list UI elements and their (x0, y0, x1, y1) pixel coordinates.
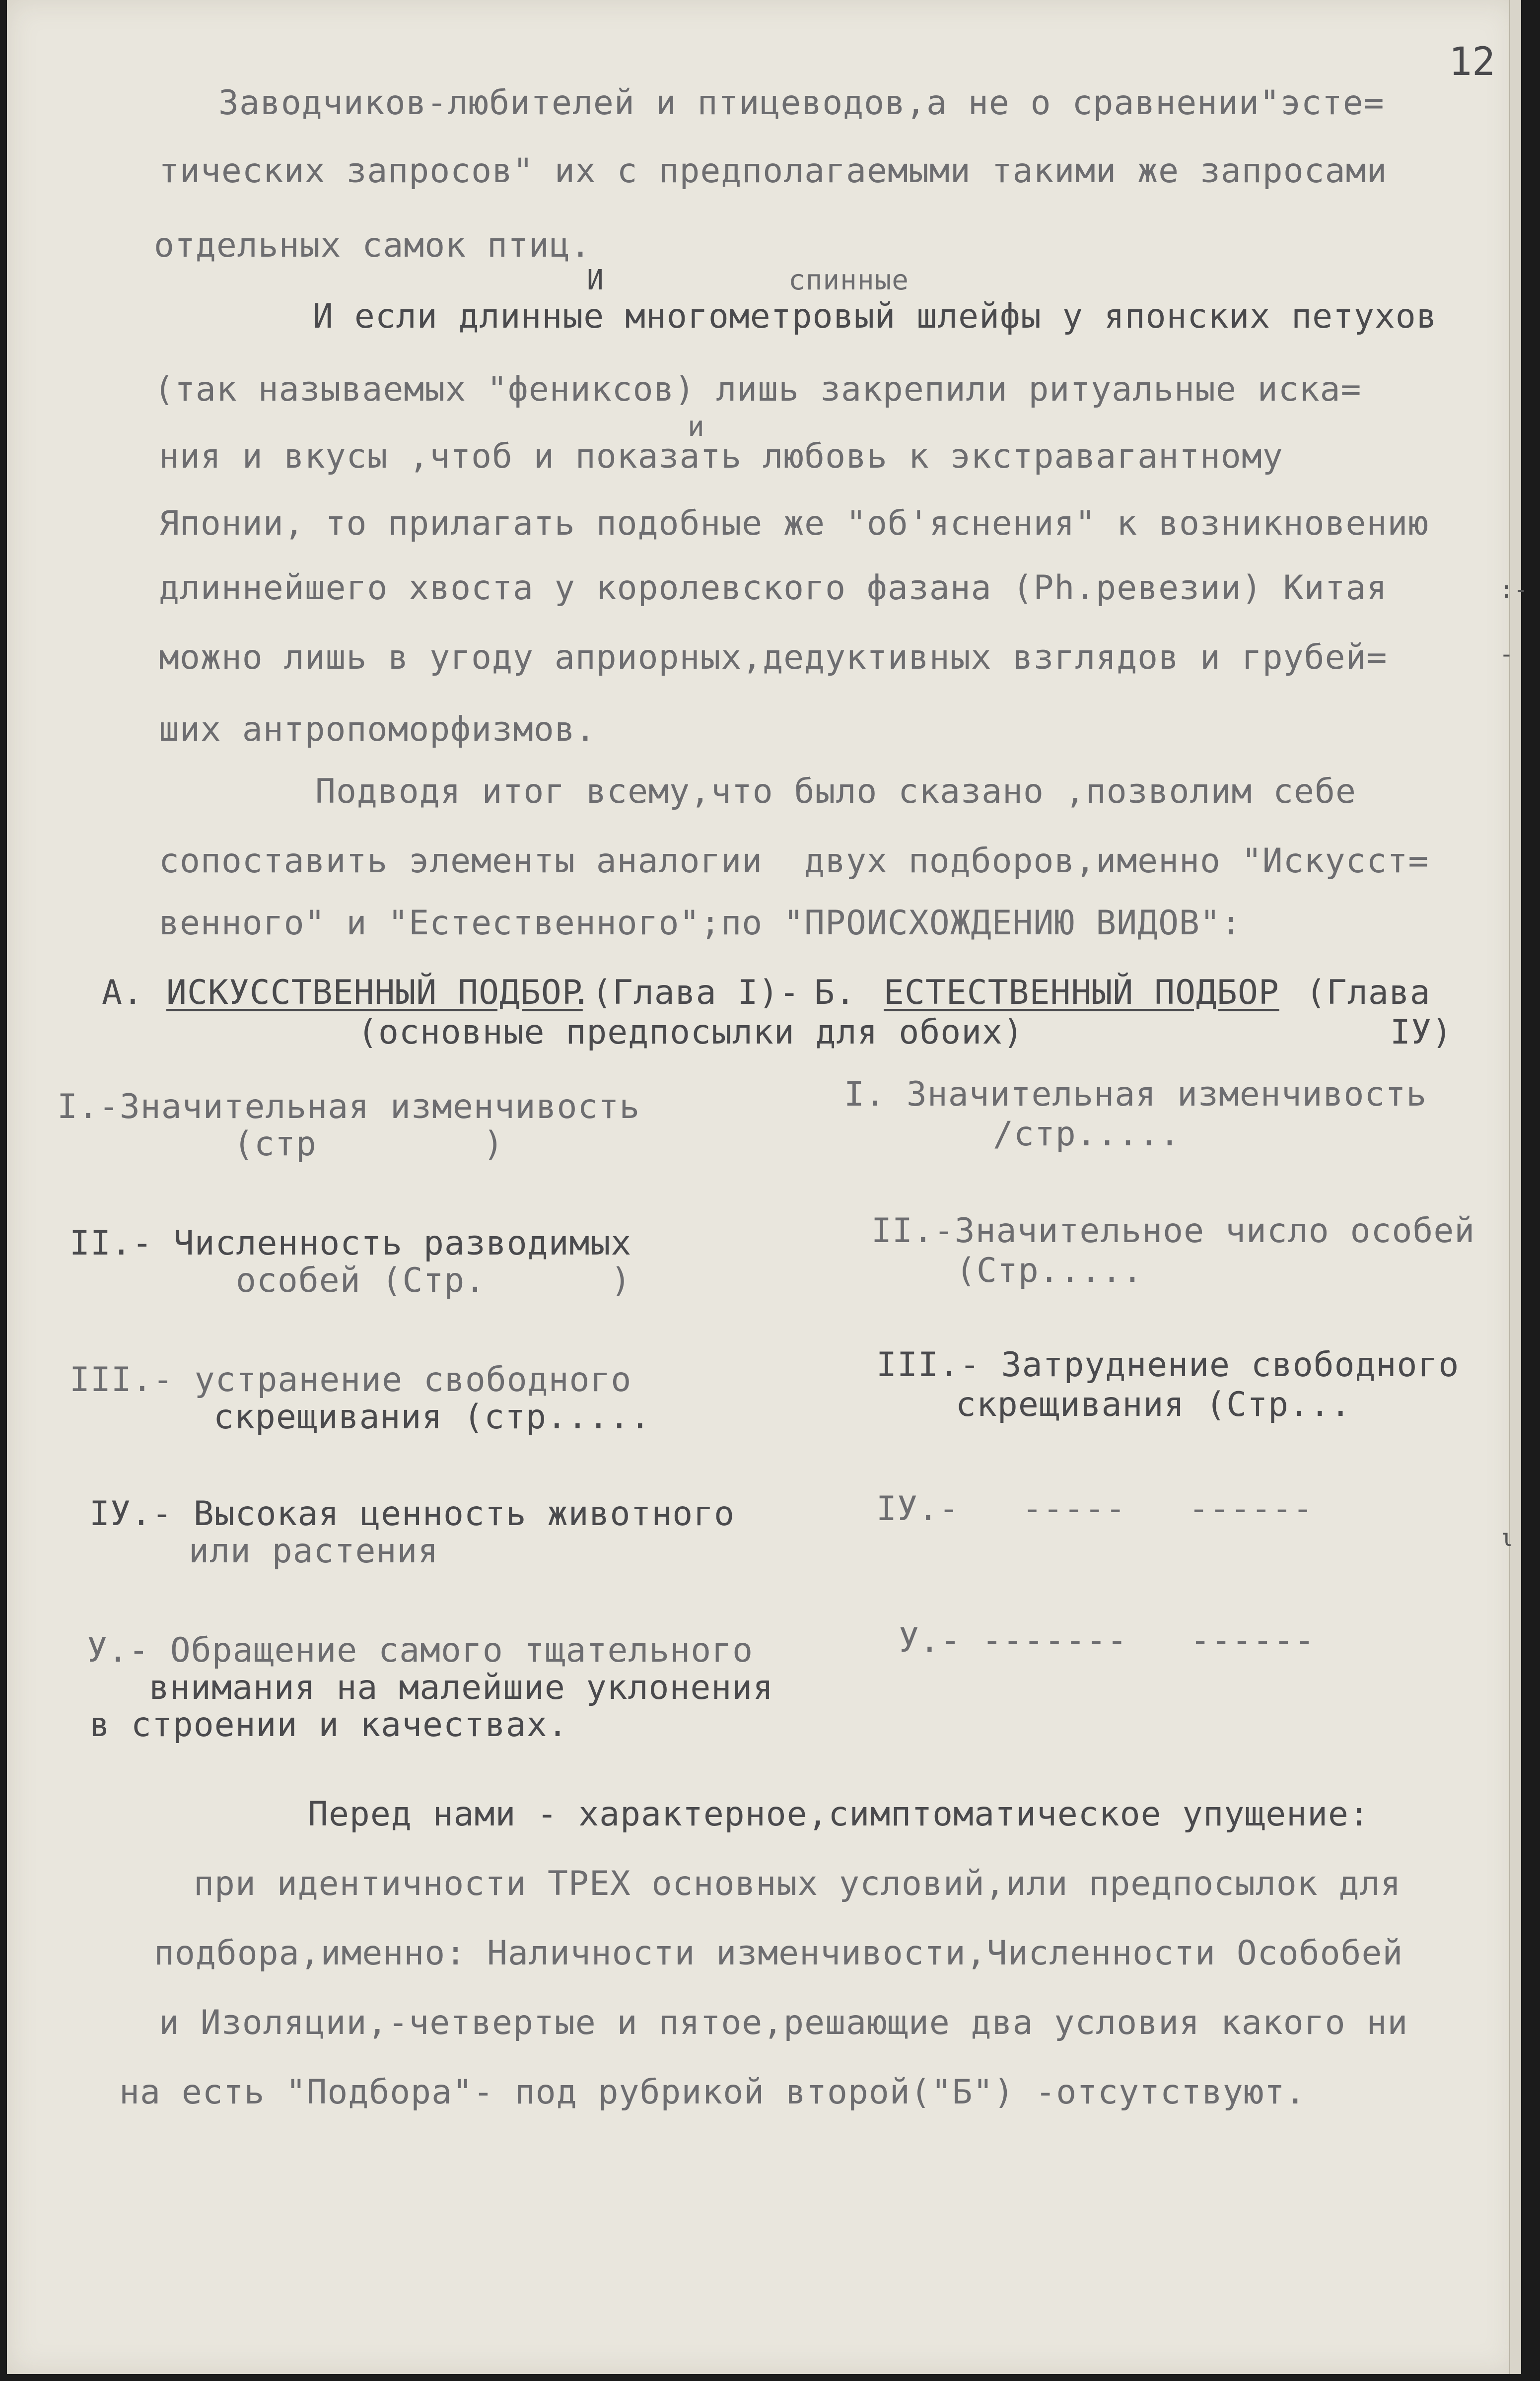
margin-mark: ι (1499, 1524, 1514, 1552)
closing-line-5: на есть "Подбора"- под рубрикой второй("Б") -отсутствуют. (119, 2073, 1306, 2112)
text-line-1: Заводчиков-любителей и птицеводов,а не о сравнении"эсте= (218, 83, 1385, 123)
text-line-9: можно лишь в угоду априорных,дедуктивных взглядов и грубей= (159, 638, 1388, 677)
heading-left-chapter: .(Глава I)- (571, 973, 800, 1012)
heading-prefix-b: Б. (814, 973, 856, 1012)
text-line-3: отдельных самок птиц. (154, 226, 591, 265)
text-line-12: сопоставить элементы аналогии двух подборов,именно "Искусст= (159, 841, 1429, 881)
heading-right-chapter-num: IУ) (1390, 1013, 1453, 1052)
text-line-8: длиннейшего хвоста у королевского фазана (Ph.ревезии) Китая (159, 568, 1388, 608)
left-item-1-line-2: (стр ) (233, 1124, 504, 1164)
text-line-5: (так называемых "фениксов) лишь закрепили ритуальные иска= (154, 370, 1362, 409)
text-line-13: венного" и "Естественного";по "ПРОИСХОЖДЕНИЮ ВИДОВ": (159, 904, 1242, 943)
closing-line-1: Перед нами - характерное,симптоматическое упущение: (308, 1795, 1370, 1834)
left-item-5-line-1: У.- Обращение самого тщательного (87, 1631, 754, 1670)
insertion-spinnye: спинные (788, 264, 910, 296)
right-item-1-line-2: /стр..... (993, 1115, 1181, 1154)
heading-prefix-a: А. (102, 973, 143, 1012)
text-line-4: И если длинные многометровый шлейфы у японских петухов (313, 297, 1437, 336)
right-item-5-line-1: У.- ------- ------ (899, 1621, 1315, 1660)
left-item-1-line-1: I.-Значительная изменчивость (57, 1087, 640, 1126)
margin-mark: :- (1499, 576, 1528, 604)
text-line-6: ния и вкусы ,чтоб и показать любовь к экстравагантному (159, 437, 1283, 476)
left-item-4-line-1: IУ.- Высокая ценность животного (89, 1494, 735, 1534)
page-number: 12 (1449, 40, 1495, 84)
right-item-4-line-1: IУ.- ----- ------ (876, 1489, 1314, 1529)
right-item-2-line-1: II.-Значительное число особей (871, 1211, 1475, 1251)
left-item-2-line-1: II.- Численность разводимых (70, 1224, 632, 1263)
sheet-edge (1509, 0, 1521, 2374)
closing-line-4: и Изоляции,-четвертые и пятое,решающие два условия какого ни (159, 2003, 1408, 2042)
heading-right-chapter: (Глава (1306, 973, 1431, 1012)
heading-natural-selection: ЕСТЕСТВЕННЫЙ ПОДБОР (884, 973, 1279, 1012)
right-item-3-line-1: III.- Затруднение свободного (876, 1345, 1460, 1385)
insertion-i: И (587, 264, 604, 296)
text-line-11: Подводя итог всему,что было сказано ,позволим себе (315, 772, 1356, 811)
closing-line-3: подбора,именно: Наличности изменчивости,Численности Особобей (154, 1934, 1403, 1973)
text-line-10: ших антропоморфизмов. (159, 710, 596, 749)
heading-artificial-selection: ИСКУССТВЕННЫЙ ПОДБОР (166, 973, 583, 1012)
right-item-1-line-1: I. Значительная изменчивость (844, 1075, 1427, 1114)
right-item-3-line-2: скрещивания (Стр... (956, 1385, 1351, 1424)
left-item-3-line-1: III.- устранение свободного (70, 1360, 632, 1400)
left-item-5-line-2: внимания на малейшие уклонения (149, 1668, 774, 1707)
text-line-7: Японии, то прилагать подобные же "об'яснения" к возникновению (159, 504, 1429, 543)
left-item-4-line-2: или растения (189, 1532, 439, 1571)
insertion-i-2: и (688, 411, 705, 443)
left-item-2-line-2: особей (Стр. ) (236, 1261, 631, 1300)
text-line-2: тических запросов" их с предполагаемыми такими же запросами (159, 151, 1388, 191)
left-item-5-line-3: в строении и качествах. (89, 1705, 568, 1745)
closing-line-2: при идентичности ТРЕХ основных условий,или предпосылок для (194, 1864, 1401, 1903)
right-item-2-line-2: (Стр..... (956, 1251, 1143, 1290)
left-item-3-line-2: скрещивания (стр..... (213, 1398, 651, 1437)
margin-mark: - (1499, 640, 1514, 668)
heading-subtitle: (основные предпосылки для обоих) (357, 1013, 1024, 1052)
